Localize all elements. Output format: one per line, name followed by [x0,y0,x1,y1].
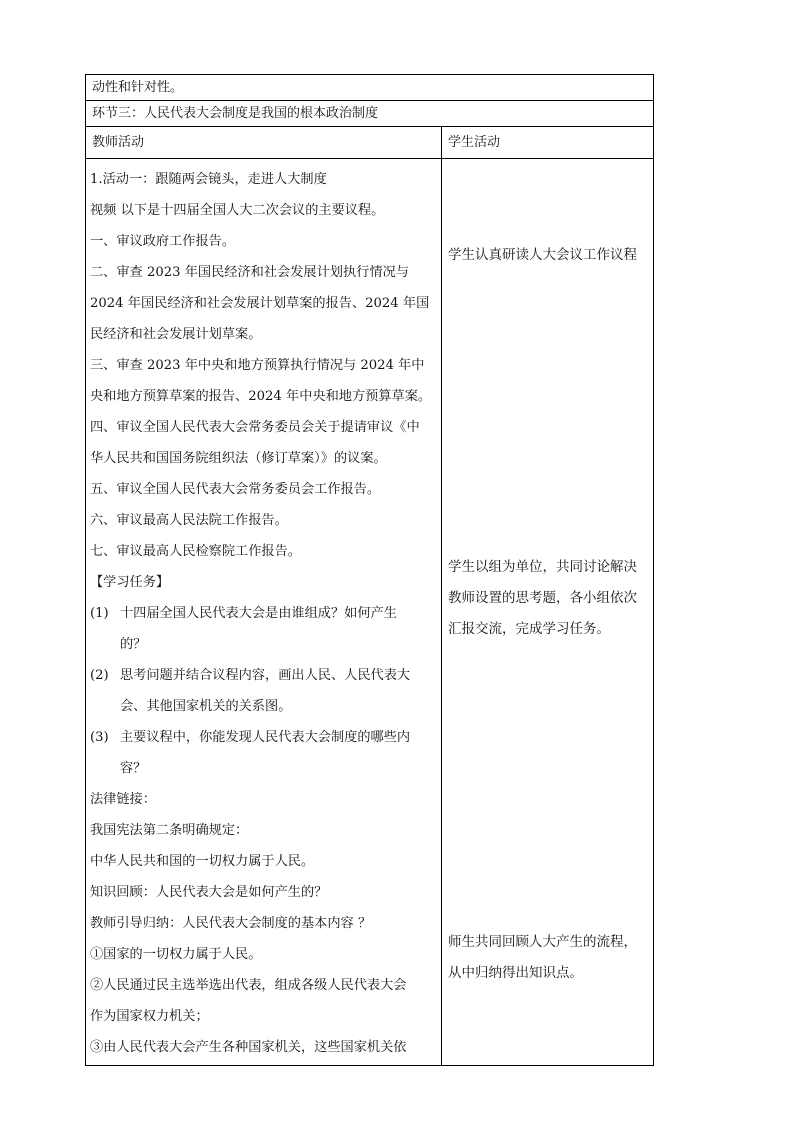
student-activity-note [448,240,648,271]
section-title: 环节三：人民代表大会制度是我国的根本政治制度 [92,106,379,121]
teacher-line: 法律链接： [90,792,156,807]
column-divider [441,127,442,1065]
teacher-line: 民经济和社会发展计划草案。 [90,327,262,342]
teacher-line: 华人民共和国国务院组织法（修订草案）》的议案。 [90,451,387,466]
teacher-line: 教师引导归纳：人民代表大会制度的基本内容 ？ [90,916,372,931]
task-text-continued: 的？ [120,637,147,652]
teacher-line: 知识回顾：人民代表大会是如何产生的？ [90,885,328,900]
teacher-line: 一、审议政府工作报告。 [90,234,236,249]
lesson-table [85,74,654,1066]
task-text-continued: 会、其他国家机关的关系图。 [120,699,292,714]
task-item [90,660,438,691]
teacher-line: 四、审议全国人民代表大会常务委员会关于提请审议《中 [90,420,420,435]
table-row-section [86,101,653,127]
teacher-line: 中华人民共和国的一切权力属于人民。 [90,854,315,869]
table-row-continuation [86,75,653,101]
teacher-line: 我国宪法第二条明确规定： [90,823,249,838]
header-teacher-activity: 教师活动 [92,135,145,150]
task-number: (3) [90,730,109,745]
continuation-text: 动性和针对性。 [92,80,184,95]
task-number: (2) [90,668,109,683]
learning-task-heading: 【学习任务】 [90,575,170,590]
teacher-line: 五、审议全国人民代表大会常务委员会工作报告。 [90,482,381,497]
task-item [90,722,438,753]
student-note-line: 汇报交流，完成学习任务。 [448,621,610,637]
task-text: 思考问题并结合议程内容，画出人民、人民代表大 [120,668,411,683]
teacher-line: 七、审议最高人民检察院工作报告。 [90,544,301,559]
teacher-line: 央和地方预算草案的报告、2024 年中央和地方预算草案。 [90,389,432,404]
student-note-line: 学生认真研读人大会议工作议程 [448,247,637,263]
student-note-line: 从中归纳得出知识点。 [448,965,583,981]
student-note-line: 师生共同回顾人大产生的流程， [448,934,637,950]
teacher-line: ①国家的一切权力属于人民。 [90,947,262,962]
student-activity-note [448,927,648,989]
teacher-line: 二、审查 2023 年国民经济和社会发展计划执行情况与 [90,265,409,280]
task-item [90,598,438,629]
table-header-row [86,127,653,159]
teacher-line: 三、审查 2023 年中央和地方预算执行情况与 2024 年中 [90,358,425,373]
teacher-line: 作为国家权力机关； [90,1009,209,1024]
task-text: 主要议程中，你能发现人民代表大会制度的哪些内 [120,730,411,745]
teacher-line: 2024 年国民经济和社会发展计划草案的报告、2024 年国 [90,296,430,311]
teacher-line: 六、审议最高人民法院工作报告。 [90,513,288,528]
student-note-line: 学生以组为单位，共同讨论解决 [448,559,637,575]
student-note-line: 教师设置的思考题，各小组依次 [448,590,637,606]
teacher-line: 视频 以下是十四届全国人大二次会议的主要议程。 [90,203,385,218]
task-text-continued: 容？ [120,761,147,776]
header-student-activity: 学生活动 [448,135,501,150]
teacher-activity-cell [90,164,438,1063]
teacher-line: 1.活动一：跟随两会镜头，走进人大制度 [90,172,327,187]
student-activity-note [448,552,648,645]
teacher-line: ②人民通过民主选举选出代表，组成各级人民代表大会 [90,978,407,993]
teacher-line: ③由人民代表大会产生各种国家机关，这些国家机关依 [90,1040,407,1055]
task-text: 十四届全国人民代表大会是由谁组成？如何产生 [120,606,397,621]
task-number: (1) [90,606,109,621]
